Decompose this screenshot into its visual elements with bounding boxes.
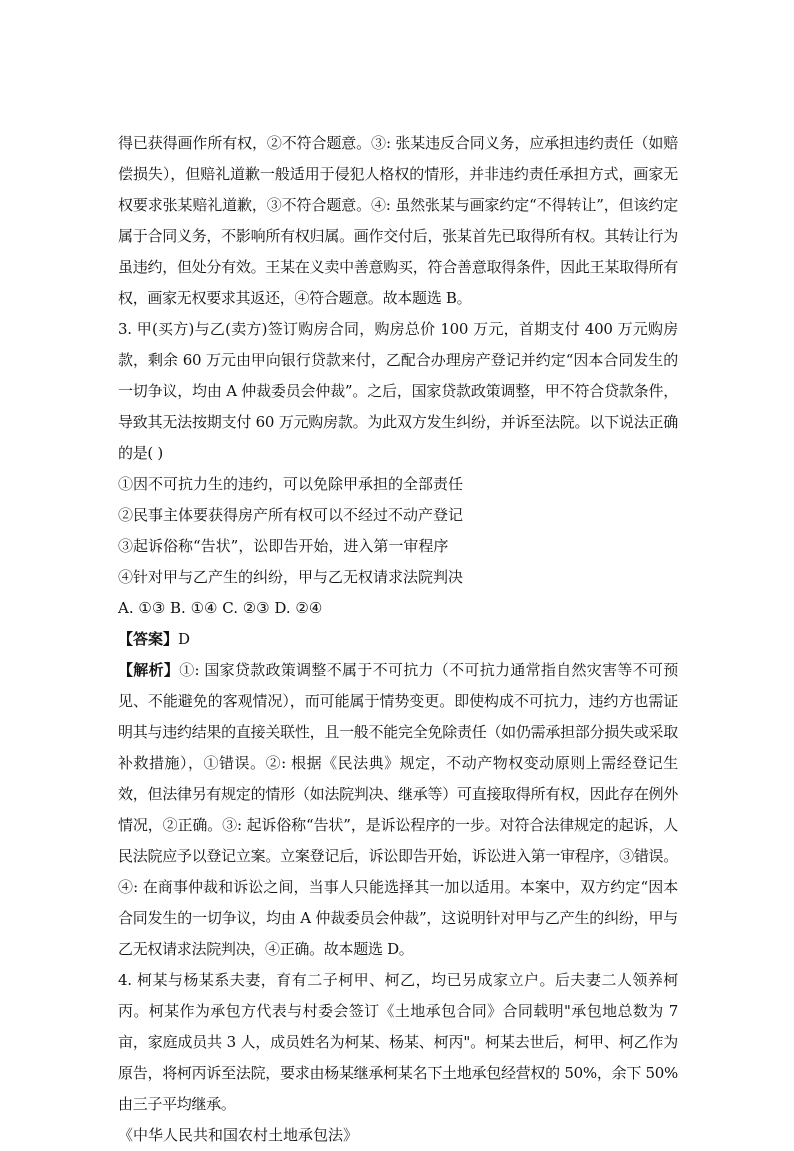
question-3-option-3: ③起诉俗称“告状”，讼即告开始，进入第一审程序: [118, 537, 449, 555]
analysis-paragraph: [118, 655, 678, 965]
analysis-text: ①: 国家贷款政策调整不属于不可抗力（不可抗力通常指自然灾害等不可预见、不能避免的客观情况），而可能属于情势变更。即使构成不可抗力，违约方也需证明其与违约结果的直接关联性，且一般不能完全免除责任（如仍需承担部分损失或采取补救措施），①错误。②: 根据《民法典》规定，不动产物权变动原则上需经登记生效，但法律另有规定的情形（如法院判决、继承等）可直接取得所有权，因此存在例外情况，②正确。③: 起诉俗称“告状”，是诉讼程序的一步。对符合法律规定的起诉，人民法院应予以登记立案。立案登记后，诉讼即告开始，诉讼进入第一审程序，③错误。④: 在商事仲裁和诉讼之间，当事人只能选择其一加以适用。本案中，双方约定“因本合同发生的一切争议，均由 A 仲裁委员会仲裁”，这说明针对甲与乙产生的纠纷，甲与乙无权请求法院判决，④正确。故本题选 D。: [118, 661, 678, 958]
question-4-stem: 4. 柯某与杨某系夫妻，育有二子柯甲、柯乙，均已另成家立户。后夫妻二人领养柯丙。柯某作为承包方代表与村委会签订《土地承包合同》合同载明"承包地总数为 7 亩，家庭成员共 3 人，成员姓名为柯某、杨某、柯丙"。柯某去世后，柯甲、柯乙作为原告，将柯丙诉至法院，要求由杨某继承柯某名下土地承包经营权的 50%，余下 50%由三子平均继承。: [118, 971, 678, 1113]
analysis-label: 【解析】: [118, 661, 180, 679]
document-content: [118, 128, 678, 1151]
answer-label: 【答案】: [118, 630, 179, 648]
question-3-option-4: ④针对甲与乙产生的纠纷，甲与乙无权请求法院判决: [118, 568, 464, 586]
law-reference: 《中华人民共和国农村土地承包法》: [118, 1126, 359, 1144]
answer-value: D: [178, 630, 191, 648]
answer-line: [118, 624, 678, 655]
paragraph-previous-analysis: 得已获得画作所有权，②不符合题意。③: 张某违反合同义务，应承担违约责任（如赔偿损失），但赔礼道歉一般适用于侵犯人格权的情形，并非违约责任承担方式，画家无权要求张某赔礼道歉，③不符合题意。④: 虽然张某与画家约定“不得转让”，但该约定属于合同义务，不影响所有权归属。画作交付后，张某首先已取得所有权。其转让行为虽违约，但处分有效。王某在义卖中善意购买，符合善意取得条件，因此王某取得所有权，画家无权要求其返还，④符合题意。故本题选 B。: [118, 134, 678, 307]
question-3-choices: A. ①③ B. ①④ C. ②③ D. ②④: [118, 599, 323, 617]
question-3-option-1: ①因不可抗力生的违约，可以免除甲承担的全部责任: [118, 475, 464, 493]
question-3-option-2: ②民事主体要获得房产所有权可以不经过不动产登记: [118, 506, 464, 524]
question-3-stem: 3. 甲(买方)与乙(卖方)签订购房合同，购房总价 100 万元，首期支付 400 万元购房款，剩余 60 万元由甲向银行贷款来付，乙配合办理房产登记并约定“因本合同发生的一切争议，均由 A 仲裁委员会仲裁”。之后，国家贷款政策调整，甲不符合贷款条件，导致其无法按期支付 60 万元购房款。为此双方发生纠纷，并诉至法院。以下说法正确的是( ): [118, 320, 678, 462]
